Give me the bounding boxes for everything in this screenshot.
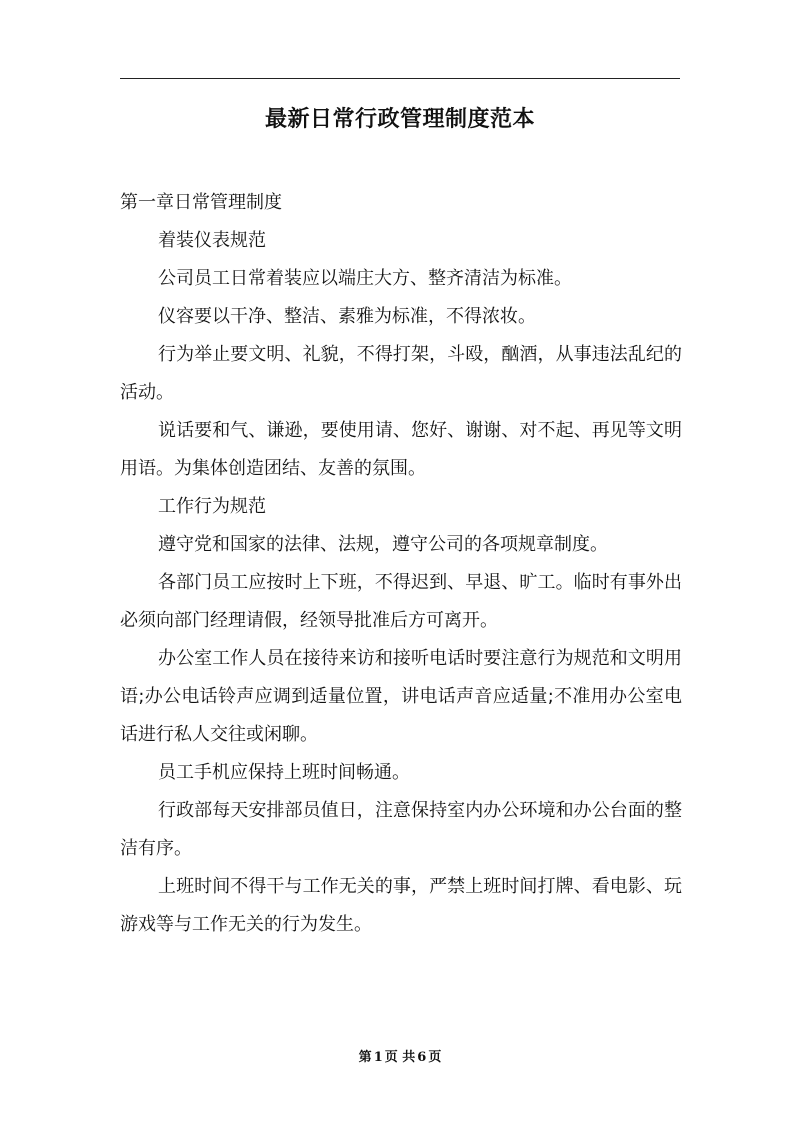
page-label-mid: 页 共 (384, 1050, 416, 1065)
document-body (120, 184, 682, 944)
paragraph: 行政部每天安排部员值日，注意保持室内办公环境和办公台面的整洁有序。 (120, 800, 682, 859)
paragraph: 上班时间不得干与工作无关的事，严禁上班时间打牌、看电影、玩游戏等与工作无关的行为发生。 (120, 876, 682, 935)
section-heading-conduct: 工作行为规范 (158, 496, 266, 517)
total-pages-number: 6 (417, 1050, 427, 1065)
paragraph: 说话要和气、谦逊，要使用请、您好、谢谢、对不起、再见等文明用语。为集体创造团结、友善的氛围。 (120, 420, 682, 479)
paragraph: 员工手机应保持上班时间畅通。 (158, 762, 410, 783)
paragraph: 仪容要以干净、整洁、素雅为标准，不得浓妆。 (158, 306, 536, 327)
page-title: 最新日常行政管理制度范本 (264, 107, 535, 132)
page-label-suffix: 页 (428, 1050, 442, 1065)
paragraph: 办公室工作人员在接待来访和接听电话时要注意行为规范和文明用语;办公电话铃声应调到适量位置，讲电话声音应适量;不准用办公室电话进行私人交往或闲聊。 (120, 648, 682, 745)
section-heading-dress: 着装仪表规范 (158, 230, 266, 251)
paragraph: 公司员工日常着装应以端庄大方、整齐清洁为标准。 (158, 268, 572, 289)
paragraph: 行为举止要文明、礼貌，不得打架，斗殴，酗酒，从事违法乱纪的活动。 (120, 344, 682, 403)
header-rule (120, 78, 680, 79)
paragraph: 遵守党和国家的法律、法规，遵守公司的各项规章制度。 (158, 534, 608, 555)
page-label-prefix: 第 (358, 1050, 372, 1065)
page-number-footer (0, 1049, 800, 1067)
current-page-number: 1 (373, 1050, 383, 1065)
chapter-heading: 第一章日常管理制度 (120, 192, 282, 213)
paragraph: 各部门员工应按时上下班，不得迟到、早退、旷工。临时有事外出必须向部门经理请假，经领导批准后方可离开。 (120, 572, 682, 631)
